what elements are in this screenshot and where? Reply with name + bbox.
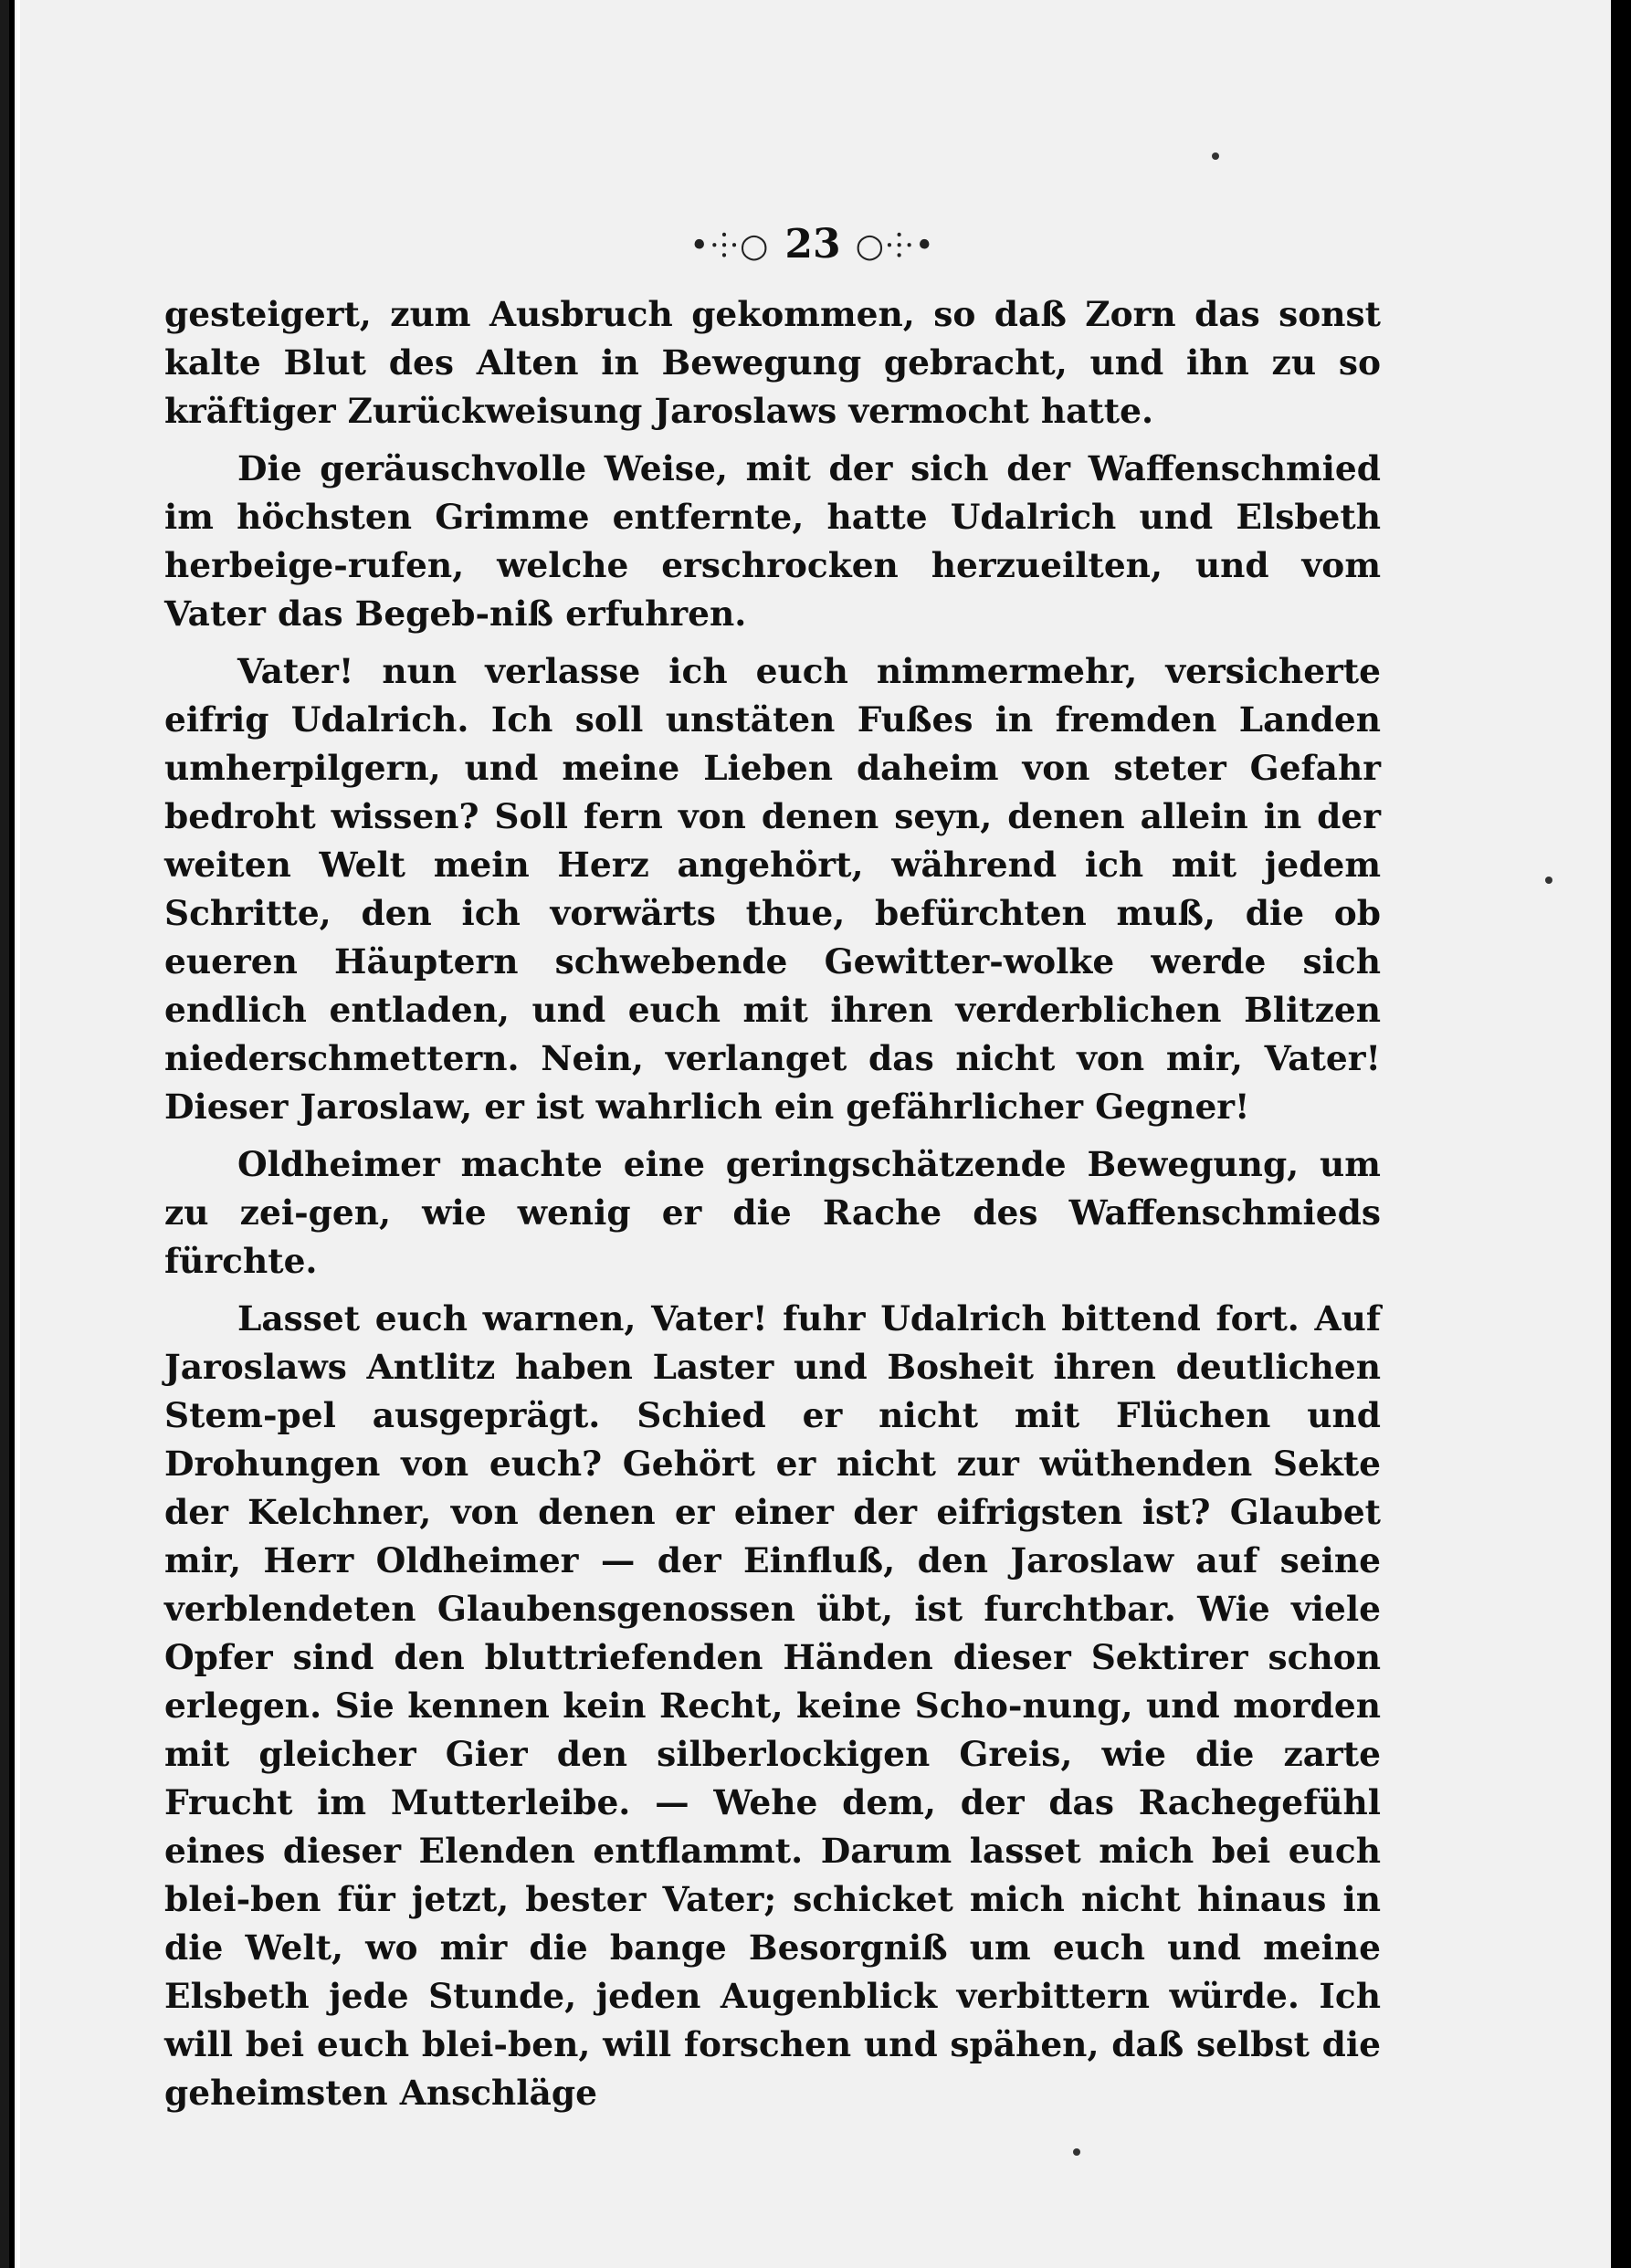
body-text bbox=[164, 290, 1381, 2126]
right-ornament: ○⸭• bbox=[855, 226, 936, 265]
book-page bbox=[15, 0, 1611, 2268]
left-ornament: •⸭○ bbox=[689, 226, 771, 265]
page-number: 23 bbox=[784, 220, 841, 268]
scan-border-left bbox=[0, 0, 9, 2268]
paragraph: Oldheimer machte eine geringschätzende Bewegung, um zu zei-gen, wie wenig er die Rache des Waffenschmieds fürchte. bbox=[164, 1144, 1381, 1281]
paragraph: Die geräuschvolle Weise, mit der sich der Waffenschmied im höchsten Grimme entfernte, hatte Udalrich und Elsbeth herbeige-rufen, welche erschrocken herzueilten, und vom Vater das Begeb-niß erfuhren. bbox=[164, 448, 1381, 634]
ink-speck bbox=[1545, 877, 1552, 884]
scan-border-right bbox=[1611, 0, 1631, 2268]
ink-speck bbox=[1073, 2148, 1080, 2156]
paragraph: gesteigert, zum Ausbruch gekommen, so daß Zorn das sonst kalte Blut des Alten in Bewegung gebracht, und ihn zu so kräftiger Zurückweisung Jaroslaws vermocht hatte. bbox=[164, 294, 1381, 431]
paragraph: Lasset euch warnen, Vater! fuhr Udalrich bittend fort. Auf Jaroslaws Antlitz haben Laster und Bosheit ihren deutlichen Stem-pel ausgeprägt. Schied er nicht mit Flüchen und Drohungen von euch? Gehört er nicht zur wüthenden Sekte der Kelchner, von denen er einer der eifrigsten ist? Glaubet mir, Herr Oldheimer — der Einfluß, den Jaroslaw auf seine verblendeten Glaubensgenossen übt, ist furchtbar. Wie viele Opfer sind den bluttriefenden Händen dieser Sektirer schon erlegen. Sie kennen kein Recht, keine Scho-nung, und morden mit gleicher Gier den silberlockigen Greis, wie die zarte Frucht im Mutterleibe. — Wehe dem, der das Rachegefühl eines dieser Elenden entflammt. Darum lasset mich bei euch blei-ben für jetzt, bester Vater; schicket mich nicht hinaus in die Welt, wo mir die bange Besorgniß um euch und meine Elsbeth jede Stunde, jeden Augenblick verbittern würde. Ich will bei euch blei-ben, will forschen und spähen, daß selbst die geheimsten Anschläge bbox=[164, 1298, 1381, 2113]
ink-speck bbox=[1212, 152, 1219, 160]
page-gutter-line bbox=[16, 0, 20, 2268]
page-header bbox=[15, 212, 1611, 276]
paragraph: Vater! nun verlasse ich euch nimmermehr, versicherte eifrig Udalrich. Ich soll unstäten Fußes in fremden Landen umherpilgern, und meine Lieben daheim von steter Gefahr bedroht wissen? Soll fern von denen seyn, denen allein in der weiten Welt mein Herz angehört, während ich mit jedem Schritte, den ich vorwärts thue, befürchten muß, die ob eueren Häuptern schwebende Gewitter-wolke werde sich endlich entladen, und euch mit ihren verderblichen Blitzen niederschmettern. Nein, verlanget das nicht von mir, Vater! Dieser Jaroslaw, er ist wahrlich ein gefährlicher Gegner! bbox=[164, 651, 1381, 1127]
